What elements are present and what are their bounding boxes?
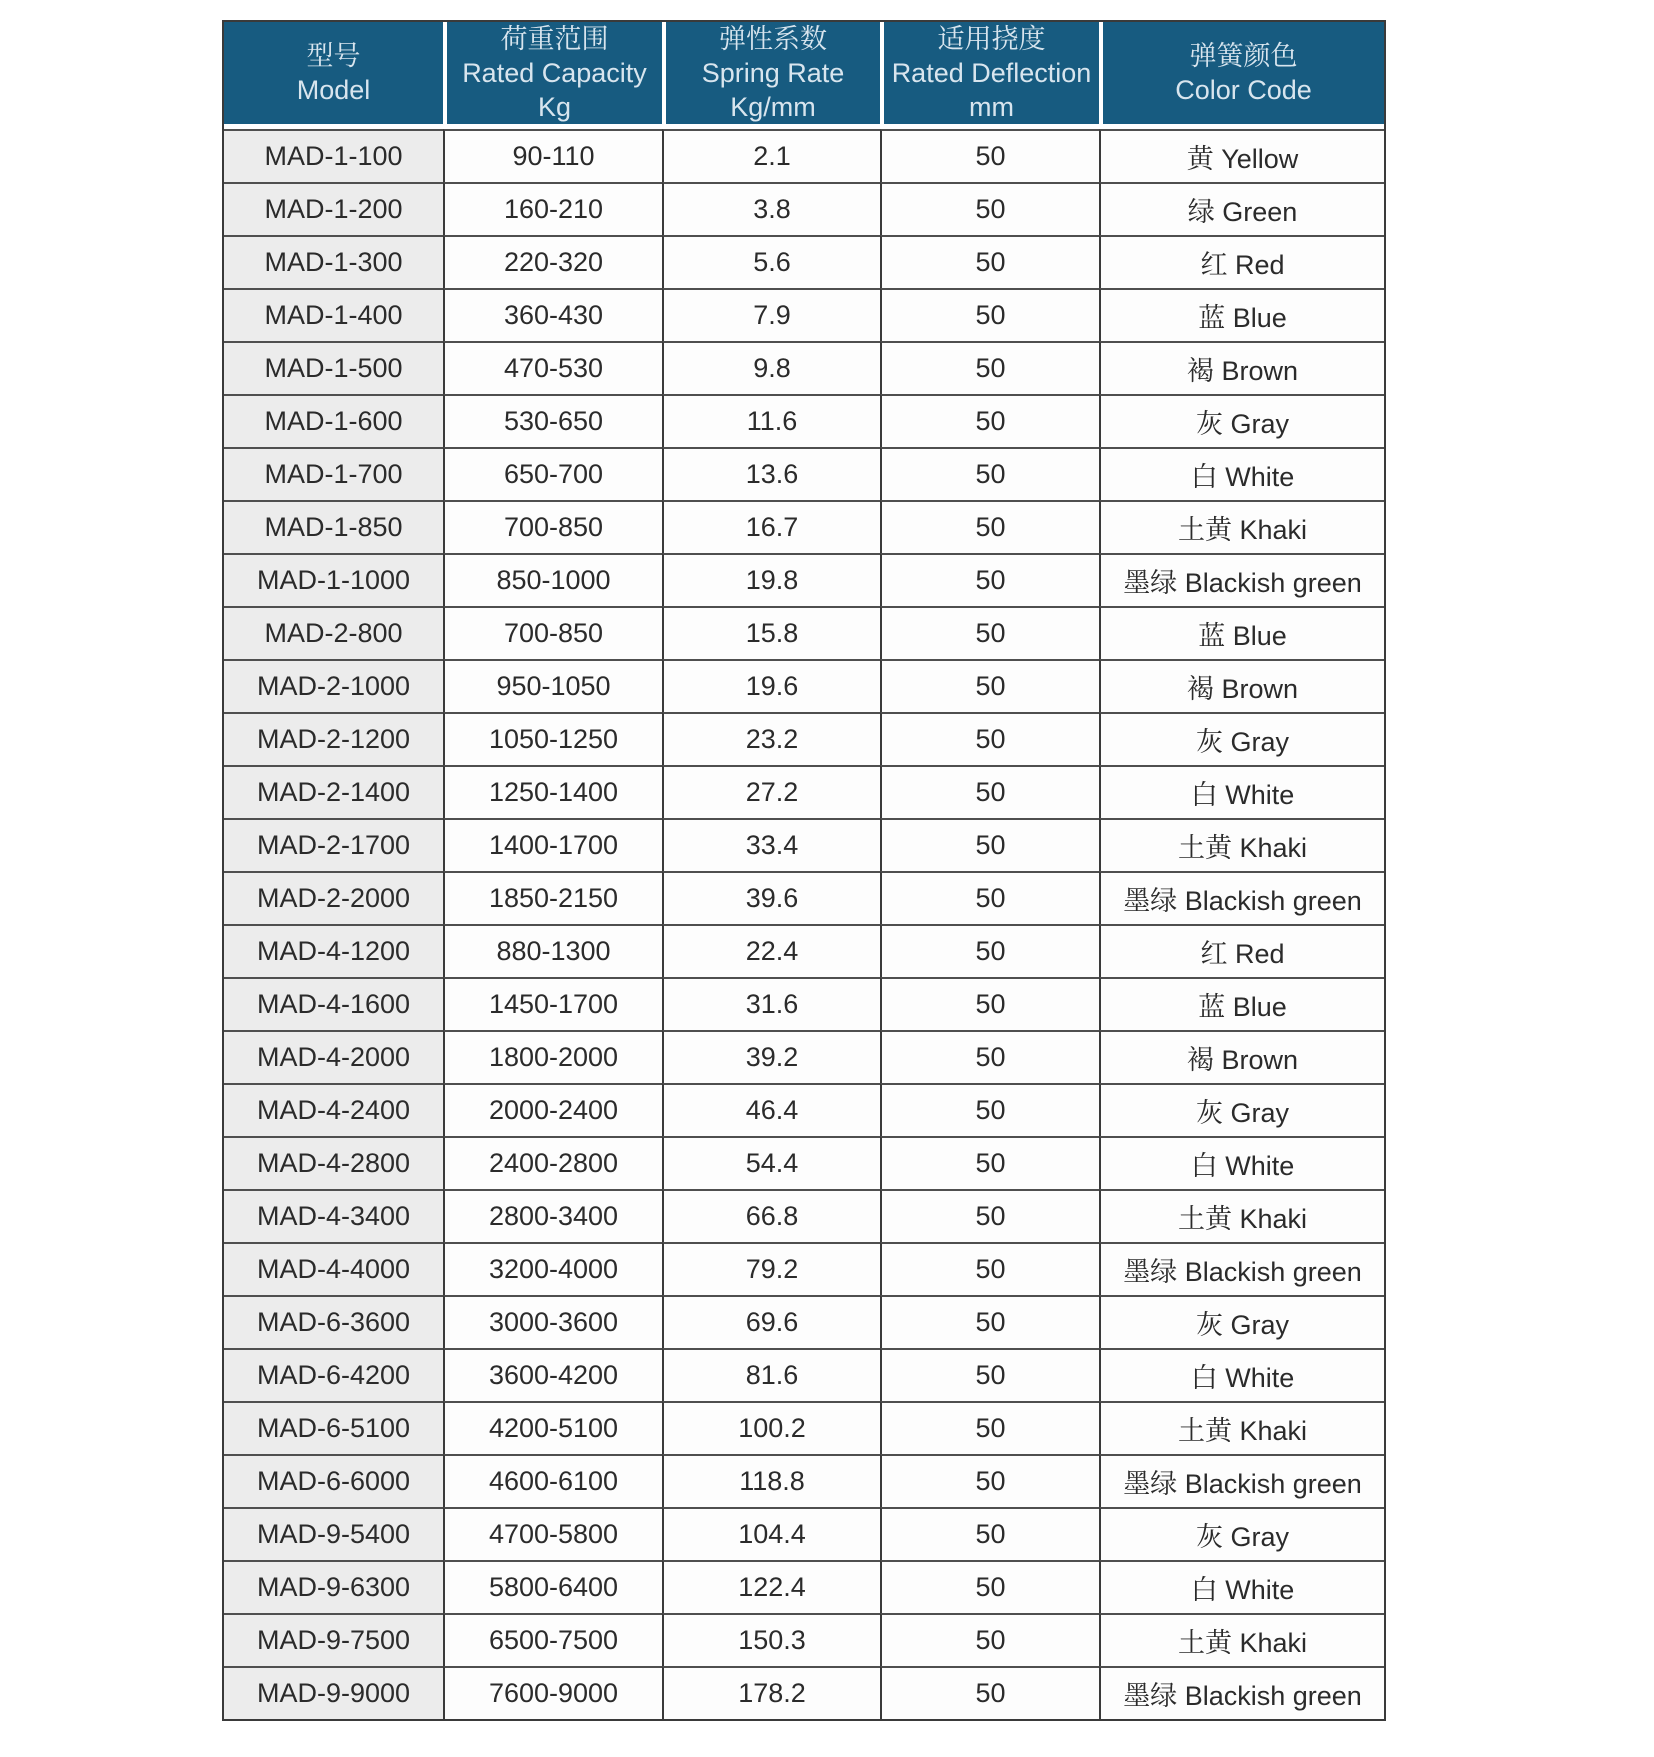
cell-color-code: 黄 Yellow xyxy=(1099,129,1384,182)
cell-model: MAD-1-700 xyxy=(224,447,443,500)
cell-spring-rate: 66.8 xyxy=(662,1189,880,1242)
cell-color-code: 白 White xyxy=(1099,1560,1384,1613)
table-row xyxy=(224,765,1384,818)
cell-rated-deflection: 50 xyxy=(880,924,1099,977)
cell-color-code: 灰 Gray xyxy=(1099,394,1384,447)
column-header-rated-capacity xyxy=(443,22,662,129)
cell-rated-deflection: 50 xyxy=(880,977,1099,1030)
cell-spring-rate: 31.6 xyxy=(662,977,880,1030)
cell-rated-capacity: 470-530 xyxy=(443,341,662,394)
cell-color-code: 绿 Green xyxy=(1099,182,1384,235)
cell-color-code: 墨绿 Blackish green xyxy=(1099,1454,1384,1507)
cell-rated-deflection: 50 xyxy=(880,765,1099,818)
cell-model: MAD-6-4200 xyxy=(224,1348,443,1401)
cell-spring-rate: 39.6 xyxy=(662,871,880,924)
cell-rated-deflection: 50 xyxy=(880,1613,1099,1666)
cell-color-code: 灰 Gray xyxy=(1099,1083,1384,1136)
cell-rated-capacity: 530-650 xyxy=(443,394,662,447)
cell-model: MAD-4-2400 xyxy=(224,1083,443,1136)
cell-model: MAD-4-3400 xyxy=(224,1189,443,1242)
table-row xyxy=(224,712,1384,765)
header-unit: Kg xyxy=(537,92,572,122)
cell-color-code: 土黄 Khaki xyxy=(1099,818,1384,871)
cell-spring-rate: 16.7 xyxy=(662,500,880,553)
cell-color-code: 红 Red xyxy=(1099,924,1384,977)
cell-rated-deflection: 50 xyxy=(880,129,1099,182)
table-row xyxy=(224,288,1384,341)
cell-spring-rate: 39.2 xyxy=(662,1030,880,1083)
table-row xyxy=(224,924,1384,977)
cell-model: MAD-4-1600 xyxy=(224,977,443,1030)
cell-spring-rate: 11.6 xyxy=(662,394,880,447)
cell-model: MAD-4-1200 xyxy=(224,924,443,977)
cell-spring-rate: 19.6 xyxy=(662,659,880,712)
cell-model: MAD-2-1000 xyxy=(224,659,443,712)
cell-color-code: 蓝 Blue xyxy=(1099,606,1384,659)
cell-color-code: 灰 Gray xyxy=(1099,712,1384,765)
cell-model: MAD-1-1000 xyxy=(224,553,443,606)
table-row xyxy=(224,1030,1384,1083)
cell-rated-capacity: 650-700 xyxy=(443,447,662,500)
cell-model: MAD-1-600 xyxy=(224,394,443,447)
column-header-model xyxy=(224,22,443,129)
cell-model: MAD-6-3600 xyxy=(224,1295,443,1348)
cell-rated-deflection: 50 xyxy=(880,1030,1099,1083)
cell-rated-deflection: 50 xyxy=(880,500,1099,553)
table-row xyxy=(224,1613,1384,1666)
table-row xyxy=(224,182,1384,235)
cell-rated-deflection: 50 xyxy=(880,1189,1099,1242)
cell-model: MAD-1-400 xyxy=(224,288,443,341)
cell-rated-deflection: 50 xyxy=(880,288,1099,341)
cell-color-code: 红 Red xyxy=(1099,235,1384,288)
cell-model: MAD-2-1700 xyxy=(224,818,443,871)
cell-rated-deflection: 50 xyxy=(880,1507,1099,1560)
table-row xyxy=(224,1666,1384,1719)
cell-rated-capacity: 700-850 xyxy=(443,500,662,553)
cell-rated-deflection: 50 xyxy=(880,1295,1099,1348)
cell-rated-deflection: 50 xyxy=(880,1454,1099,1507)
cell-rated-capacity: 160-210 xyxy=(443,182,662,235)
cell-spring-rate: 122.4 xyxy=(662,1560,880,1613)
cell-model: MAD-9-9000 xyxy=(224,1666,443,1719)
cell-model: MAD-9-6300 xyxy=(224,1560,443,1613)
cell-spring-rate: 27.2 xyxy=(662,765,880,818)
table-row xyxy=(224,1507,1384,1560)
cell-color-code: 土黄 Khaki xyxy=(1099,500,1384,553)
cell-spring-rate: 9.8 xyxy=(662,341,880,394)
column-header-rated-deflection xyxy=(880,22,1099,129)
header-en: Rated Deflection xyxy=(891,58,1092,88)
cell-rated-capacity: 4600-6100 xyxy=(443,1454,662,1507)
cell-rated-deflection: 50 xyxy=(880,1666,1099,1719)
cell-model: MAD-4-4000 xyxy=(224,1242,443,1295)
cell-model: MAD-1-850 xyxy=(224,500,443,553)
table-row xyxy=(224,1189,1384,1242)
cell-color-code: 墨绿 Blackish green xyxy=(1099,871,1384,924)
table-row xyxy=(224,129,1384,182)
table-row xyxy=(224,447,1384,500)
table-row xyxy=(224,871,1384,924)
header-zh: 适用挠度 xyxy=(937,24,1046,54)
column-header-spring-rate xyxy=(662,22,880,129)
table-row xyxy=(224,341,1384,394)
cell-color-code: 褐 Brown xyxy=(1099,659,1384,712)
header-unit: mm xyxy=(969,92,1014,122)
cell-rated-deflection: 50 xyxy=(880,341,1099,394)
cell-color-code: 墨绿 Blackish green xyxy=(1099,1666,1384,1719)
cell-rated-capacity: 2800-3400 xyxy=(443,1189,662,1242)
table-row xyxy=(224,1136,1384,1189)
header-en: Model xyxy=(296,75,371,105)
cell-spring-rate: 178.2 xyxy=(662,1666,880,1719)
cell-color-code: 褐 Brown xyxy=(1099,1030,1384,1083)
cell-spring-rate: 19.8 xyxy=(662,553,880,606)
cell-rated-capacity: 2400-2800 xyxy=(443,1136,662,1189)
cell-rated-capacity: 90-110 xyxy=(443,129,662,182)
cell-rated-deflection: 50 xyxy=(880,1083,1099,1136)
spec-table-container xyxy=(222,20,1386,1721)
cell-model: MAD-2-800 xyxy=(224,606,443,659)
cell-model: MAD-6-6000 xyxy=(224,1454,443,1507)
cell-rated-deflection: 50 xyxy=(880,1560,1099,1613)
table-row xyxy=(224,606,1384,659)
cell-model: MAD-1-100 xyxy=(224,129,443,182)
cell-spring-rate: 22.4 xyxy=(662,924,880,977)
header-zh: 型号 xyxy=(306,41,361,71)
cell-model: MAD-9-7500 xyxy=(224,1613,443,1666)
cell-rated-deflection: 50 xyxy=(880,1401,1099,1454)
cell-rated-capacity: 3200-4000 xyxy=(443,1242,662,1295)
header-en: Color Code xyxy=(1175,75,1312,105)
cell-spring-rate: 3.8 xyxy=(662,182,880,235)
cell-rated-deflection: 50 xyxy=(880,394,1099,447)
cell-rated-deflection: 50 xyxy=(880,712,1099,765)
cell-rated-capacity: 1450-1700 xyxy=(443,977,662,1030)
cell-rated-capacity: 1850-2150 xyxy=(443,871,662,924)
cell-color-code: 白 White xyxy=(1099,1348,1384,1401)
cell-rated-deflection: 50 xyxy=(880,1242,1099,1295)
cell-rated-deflection: 50 xyxy=(880,871,1099,924)
table-row xyxy=(224,818,1384,871)
cell-color-code: 白 White xyxy=(1099,765,1384,818)
cell-rated-capacity: 850-1000 xyxy=(443,553,662,606)
cell-spring-rate: 118.8 xyxy=(662,1454,880,1507)
cell-color-code: 土黄 Khaki xyxy=(1099,1401,1384,1454)
cell-color-code: 蓝 Blue xyxy=(1099,288,1384,341)
cell-spring-rate: 150.3 xyxy=(662,1613,880,1666)
cell-rated-capacity: 7600-9000 xyxy=(443,1666,662,1719)
cell-rated-deflection: 50 xyxy=(880,182,1099,235)
cell-spring-rate: 13.6 xyxy=(662,447,880,500)
cell-color-code: 蓝 Blue xyxy=(1099,977,1384,1030)
cell-model: MAD-9-5400 xyxy=(224,1507,443,1560)
cell-spring-rate: 46.4 xyxy=(662,1083,880,1136)
cell-spring-rate: 79.2 xyxy=(662,1242,880,1295)
cell-spring-rate: 69.6 xyxy=(662,1295,880,1348)
cell-spring-rate: 7.9 xyxy=(662,288,880,341)
cell-color-code: 土黄 Khaki xyxy=(1099,1613,1384,1666)
cell-color-code: 褐 Brown xyxy=(1099,341,1384,394)
cell-rated-capacity: 880-1300 xyxy=(443,924,662,977)
table-row xyxy=(224,500,1384,553)
column-header-color-code xyxy=(1099,22,1384,129)
cell-rated-deflection: 50 xyxy=(880,818,1099,871)
table-row xyxy=(224,1348,1384,1401)
cell-rated-capacity: 1250-1400 xyxy=(443,765,662,818)
cell-rated-deflection: 50 xyxy=(880,235,1099,288)
table-row xyxy=(224,977,1384,1030)
cell-color-code: 土黄 Khaki xyxy=(1099,1189,1384,1242)
cell-rated-capacity: 1050-1250 xyxy=(443,712,662,765)
cell-spring-rate: 5.6 xyxy=(662,235,880,288)
cell-model: MAD-4-2800 xyxy=(224,1136,443,1189)
cell-rated-capacity: 220-320 xyxy=(443,235,662,288)
cell-spring-rate: 81.6 xyxy=(662,1348,880,1401)
table-row xyxy=(224,1560,1384,1613)
cell-rated-deflection: 50 xyxy=(880,553,1099,606)
cell-model: MAD-1-500 xyxy=(224,341,443,394)
cell-rated-capacity: 700-850 xyxy=(443,606,662,659)
cell-rated-deflection: 50 xyxy=(880,659,1099,712)
table-body xyxy=(224,129,1384,1719)
table-row xyxy=(224,659,1384,712)
table-row xyxy=(224,394,1384,447)
cell-model: MAD-4-2000 xyxy=(224,1030,443,1083)
table-row xyxy=(224,1401,1384,1454)
cell-color-code: 白 White xyxy=(1099,447,1384,500)
cell-rated-deflection: 50 xyxy=(880,606,1099,659)
header-zh: 弹性系数 xyxy=(719,24,827,54)
table-row xyxy=(224,553,1384,606)
cell-spring-rate: 23.2 xyxy=(662,712,880,765)
header-en: Spring Rate xyxy=(701,58,845,88)
cell-rated-capacity: 6500-7500 xyxy=(443,1613,662,1666)
cell-model: MAD-1-200 xyxy=(224,182,443,235)
cell-rated-capacity: 2000-2400 xyxy=(443,1083,662,1136)
cell-color-code: 灰 Gray xyxy=(1099,1295,1384,1348)
cell-color-code: 灰 Gray xyxy=(1099,1507,1384,1560)
cell-spring-rate: 33.4 xyxy=(662,818,880,871)
cell-spring-rate: 54.4 xyxy=(662,1136,880,1189)
cell-rated-capacity: 4700-5800 xyxy=(443,1507,662,1560)
cell-rated-capacity: 360-430 xyxy=(443,288,662,341)
cell-spring-rate: 100.2 xyxy=(662,1401,880,1454)
header-unit: Kg/mm xyxy=(730,92,816,122)
cell-model: MAD-2-2000 xyxy=(224,871,443,924)
table-row xyxy=(224,1083,1384,1136)
spring-spec-table xyxy=(222,20,1386,1721)
table-row xyxy=(224,235,1384,288)
cell-color-code: 墨绿 Blackish green xyxy=(1099,553,1384,606)
header-row xyxy=(224,22,1384,129)
cell-rated-capacity: 4200-5100 xyxy=(443,1401,662,1454)
table-row xyxy=(224,1454,1384,1507)
cell-color-code: 墨绿 Blackish green xyxy=(1099,1242,1384,1295)
cell-model: MAD-2-1200 xyxy=(224,712,443,765)
table-row xyxy=(224,1242,1384,1295)
header-zh: 弹簧颜色 xyxy=(1189,41,1298,71)
cell-rated-capacity: 1400-1700 xyxy=(443,818,662,871)
cell-rated-capacity: 950-1050 xyxy=(443,659,662,712)
cell-rated-capacity: 1800-2000 xyxy=(443,1030,662,1083)
header-en: Rated Capacity xyxy=(462,58,647,88)
cell-rated-deflection: 50 xyxy=(880,1348,1099,1401)
header-zh: 荷重范围 xyxy=(500,24,609,54)
table-row xyxy=(224,1295,1384,1348)
table-header xyxy=(224,22,1384,129)
cell-spring-rate: 15.8 xyxy=(662,606,880,659)
cell-rated-deflection: 50 xyxy=(880,447,1099,500)
cell-rated-capacity: 5800-6400 xyxy=(443,1560,662,1613)
cell-color-code: 白 White xyxy=(1099,1136,1384,1189)
cell-rated-deflection: 50 xyxy=(880,1136,1099,1189)
cell-model: MAD-2-1400 xyxy=(224,765,443,818)
cell-model: MAD-1-300 xyxy=(224,235,443,288)
cell-rated-capacity: 3000-3600 xyxy=(443,1295,662,1348)
cell-spring-rate: 2.1 xyxy=(662,129,880,182)
cell-rated-capacity: 3600-4200 xyxy=(443,1348,662,1401)
cell-spring-rate: 104.4 xyxy=(662,1507,880,1560)
cell-model: MAD-6-5100 xyxy=(224,1401,443,1454)
